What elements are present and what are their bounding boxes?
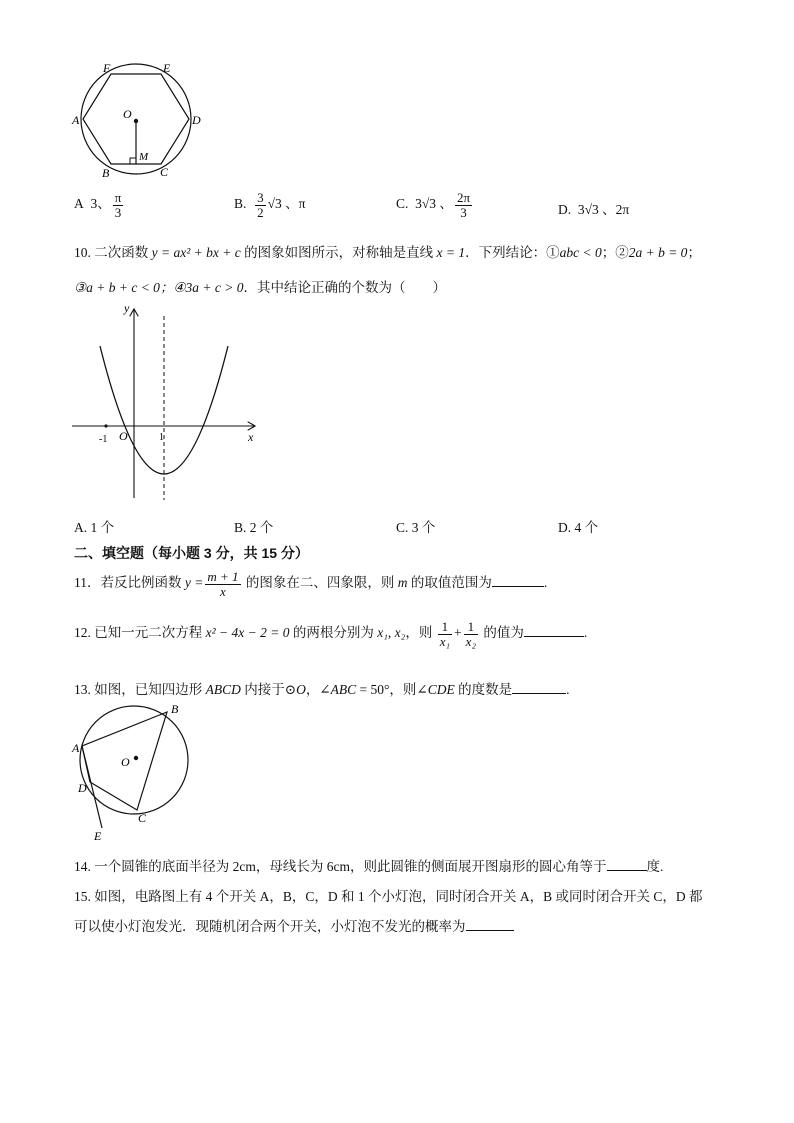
q9-option-b: B. $\frac{3}{2}$ √3 、π [234, 190, 306, 220]
parabola-graph [66, 302, 266, 507]
label-A: A [72, 113, 80, 127]
section-heading: 二、填空题（每小题 3 分，共 15 分） [74, 545, 309, 561]
q10-line1: 10. 二次函数 y = ax² + bx + c 的图象如图所示，对称轴是直线 x = 1．下列结论：①abc < 0；②2a + b = 0； [74, 245, 701, 260]
q14-answer-blank[interactable] [607, 858, 647, 871]
label-B: B [102, 166, 110, 180]
q9-option-d: D. 3√3 、2π [558, 202, 630, 217]
q11: 11．若反比例函数 y = $\frac{m + 1}{x}$ 的图象在二、四象限，则 m 的取值范围为 . [74, 569, 548, 599]
q14: 14. 一个圆锥的底面半径为 2cm，母线长为 6cm，则此圆锥的侧面展开图扇形的圆心角等于 度. [74, 859, 664, 874]
q10-option-d: D. 4 个 [558, 520, 599, 535]
q15-line1: 15. 如图，电路图上有 4 个开关 A，B，C，D 和 1 个小灯泡，同时闭合开关 A，B 或同时闭合开关 C，D 都 [74, 889, 703, 904]
x-label: x [248, 430, 254, 444]
q10-option-b: B. 2 个 [234, 520, 274, 535]
hexagon-circle-figure [70, 60, 210, 185]
q15-answer-blank[interactable] [466, 918, 514, 931]
q10-line2: ③a + b + c < 0；④3a + c > 0．其中结论正确的个数为（ ） [74, 280, 447, 295]
origin-label: O [119, 429, 128, 443]
tick-1: 1 [159, 432, 164, 443]
q11-answer-blank[interactable] [492, 574, 544, 587]
circ-label-B: B [171, 702, 179, 716]
label-E: E [163, 61, 171, 75]
circ-label-A: A [72, 741, 80, 755]
label-D: D [192, 113, 201, 127]
circ-label-C: C [138, 811, 147, 825]
tick-neg1: -1 [99, 434, 108, 445]
q12-answer-blank[interactable] [524, 624, 584, 637]
q13-answer-blank[interactable] [512, 681, 566, 694]
label-C: C [160, 165, 169, 179]
circ-label-D: D [78, 781, 87, 795]
q10-option-a: A. 1 个 [74, 520, 115, 535]
y-label: y [124, 302, 130, 315]
q12: 12. 已知一元二次方程 x² − 4x − 2 = 0 的两根分别为 x₁, x₂，则 $\frac{1}{\text{x₁}}$ + $\frac{1}{\text{x₂}}$ 的值为 . [74, 619, 588, 649]
q9-option-c: C. 3√3 、 $\frac{2\pi}{3}$ [396, 190, 471, 220]
label-O: O [123, 107, 132, 121]
label-F: F [103, 61, 111, 75]
circ-label-E: E [94, 829, 102, 842]
q15-line2: 可以使小灯泡发光．现随机闭合两个开关，小灯泡不发光的概率为 [74, 915, 514, 935]
q9-option-a: A 3、 $\frac{\pi}{3}$ [74, 190, 122, 220]
q13: 13. 如图，已知四边形 ABCD 内接于⊙O，∠ABC = 50°，则∠CDE 的度数是 . [74, 682, 570, 697]
inscribed-quadrilateral-figure [66, 700, 196, 842]
label-M: M [139, 151, 149, 163]
circ-label-O: O [121, 755, 130, 769]
q10-option-c: C. 3 个 [396, 520, 436, 535]
